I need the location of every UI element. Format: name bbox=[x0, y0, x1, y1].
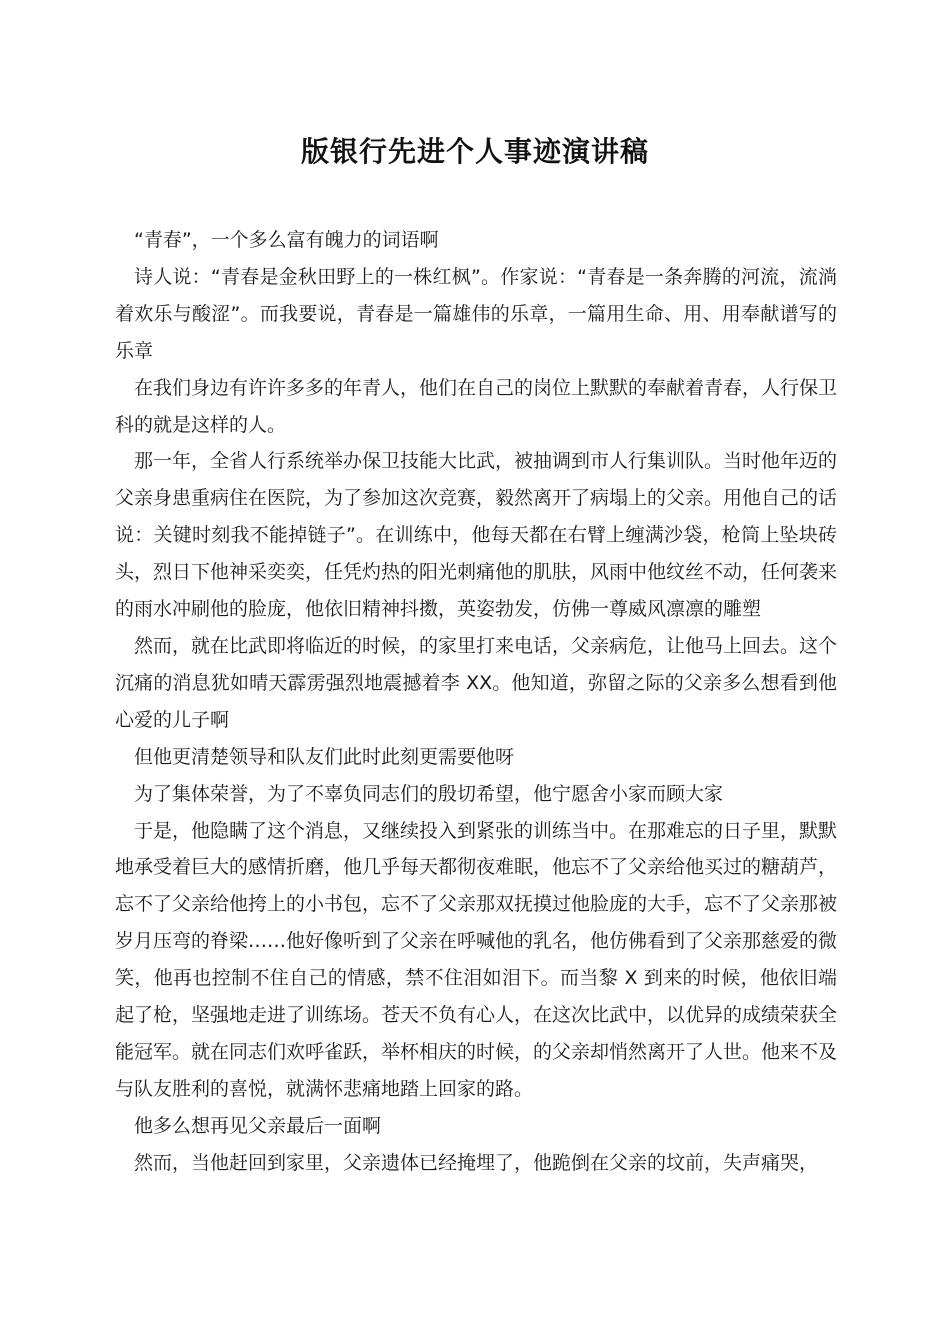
paragraph: 于是，他隐瞒了这个消息，又继续投入到紧张的训练当中。在那难忘的日子里，默默地承受着巨大的感情折磨，他几乎每天都彻夜难眠，他忘不了父亲给他买过的糖葫芦，忘不了父亲给他挎上的小书包，忘不了父亲那双抚摸过他脸庞的大手，忘不了父亲那被岁月压弯的脊梁……他好像听到了父亲在呼喊他的乳名，他仿佛看到了父亲那慈爱的微笑，他再也控制不住自己的情感，禁不住泪如泪下。而当黎 X 到来的时候，他依旧端起了枪，坚强地走进了训练场。苍天不负有心人，在这次比武中，以优异的成绩荣获全能冠军。就在同志们欢呼雀跃，举杯相庆的时候，的父亲却悄然离开了人世。他来不及与队友胜利的喜悦，就满怀悲痛地踏上回家的路。 bbox=[115, 819, 838, 1100]
document-body bbox=[115, 222, 837, 1182]
paragraph: 但他更清楚领导和队友们此时此刻更需要他呀 bbox=[134, 745, 515, 768]
paragraph: 诗人说：“青春是金秋田野上的一株红枫”。作家说：“青春是一条奔腾的河流，流淌着欢乐与酸涩”。而我要说，青春是一篇雄伟的乐章，一篇用生命、用、用奉献谱写的乐章 bbox=[115, 265, 837, 362]
paragraph: 为了集体荣誉，为了不辜负同志们的殷切希望，他宁愿舍小家而顾大家 bbox=[134, 782, 724, 805]
paragraph: 然而，当他赶回到家里，父亲遗体已经掩埋了，他跪倒在父亲的坟前，失声痛哭， bbox=[134, 1151, 819, 1174]
paragraph: 那一年，全省人行系统举办保卫技能大比武，被抽调到市人行集训队。当时他年迈的父亲身患重病住在医院，为了参加这次竞赛，毅然离开了病塌上的父亲。用他自己的话说：关键时刻我不能掉链子”。在训练中，他每天都在右臂上缠满沙袋，枪筒上坠块砖头，烈日下他神采奕奕，任凭灼热的阳光刺痛他的肌肤，风雨中他纹丝不动，任何袭来的雨水冲刷他的脸庞，他依旧精神抖擞，英姿勃发，仿佛一尊威风凛凛的雕塑 bbox=[115, 450, 838, 621]
document-title: 版银行先进个人事迹演讲稿 bbox=[300, 135, 649, 168]
paragraph: “青春”，一个多么富有魄力的词语啊 bbox=[134, 229, 439, 251]
paragraph: 他多么想再见父亲最后一面啊 bbox=[134, 1114, 382, 1137]
paragraph: 在我们身边有许许多多的年青人，他们在自己的岗位上默默的奉献着青春，人行保卫科的就是这样的人。 bbox=[115, 376, 838, 436]
paragraph: 然而，就在比武即将临近的时候，的家里打来电话，父亲病危，让他马上回去。这个沉痛的消息犹如晴天霹雳强烈地震撼着李 XX。他知道，弥留之际的父亲多么想看到他心爱的儿子啊 bbox=[115, 634, 838, 731]
